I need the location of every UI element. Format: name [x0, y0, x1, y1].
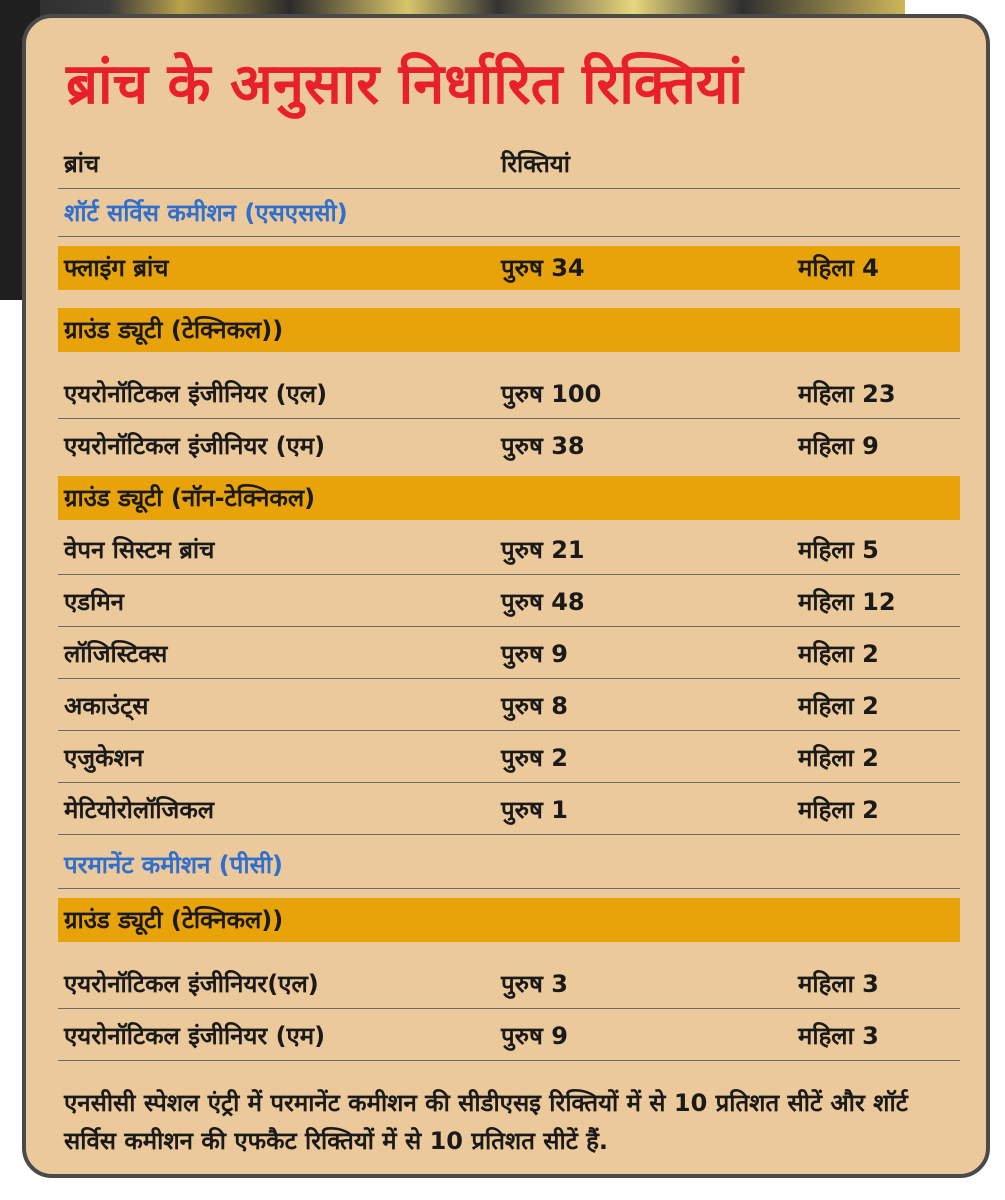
group-ground-duty-technical	[58, 308, 960, 352]
row-male-count: पुरुष 8	[501, 692, 568, 720]
flying-branch-male: पुरुष 34	[501, 254, 585, 282]
row-male-count: पुरुष 38	[501, 432, 585, 460]
group-flying	[58, 246, 960, 290]
row-male-count: पुरुष 3	[501, 970, 568, 998]
row-male-count: पुरुष 1	[501, 796, 568, 824]
row-female-count: महिला 2	[798, 692, 879, 720]
row-male-count: पुरुष 48	[501, 588, 585, 616]
row-female-count: महिला 3	[798, 970, 879, 998]
row-branch-name: एयरोनॉटिकल इंजीनियर (एम)	[64, 432, 326, 460]
row-branch-name: मेटियोरोलॉजिकल	[64, 796, 215, 824]
flying-branch-female: महिला 4	[798, 254, 879, 282]
row-branch-name: एयरोनॉटिकल इंजीनियर (एल)	[64, 380, 328, 408]
row-male-count: पुरुष 100	[501, 380, 602, 408]
row-female-count: महिला 2	[798, 744, 879, 772]
row-branch-name: एजुकेशन	[64, 744, 144, 772]
page-title: ब्रांच के अनुसार निर्धारित रिक्तियां	[66, 52, 743, 117]
group-ground-duty-technical-pc	[58, 898, 960, 942]
table-row	[58, 684, 960, 731]
ground-duty-technical-pc-label: ग्राउंड ड्यूटी (टेक्निकल))	[64, 906, 284, 934]
section-pc	[58, 844, 960, 889]
header-vacancies: रिक्तियां	[501, 150, 570, 178]
row-female-count: महिला 2	[798, 640, 879, 668]
table-row	[58, 736, 960, 783]
row-branch-name: वेपन सिस्टम ब्रांच	[64, 536, 215, 564]
row-branch-name: एयरोनॉटिकल इंजीनियर(एल)	[64, 970, 319, 998]
footnote: एनसीसी स्पेशल एंट्री में परमानेंट कमीशन की सीडीएसइ रिक्तियों में से 10 प्रतिशत सीटें और शॉर्ट सर्विस कमीशन की एफकैट रिक्तियों में से 10 प्रतिशत सीटें हैं.	[64, 1089, 908, 1155]
section-pc-label: परमानेंट कमीशन (पीसी)	[64, 851, 284, 879]
row-female-count: महिला 23	[798, 380, 896, 408]
row-male-count: पुरुष 21	[501, 536, 585, 564]
row-female-count: महिला 12	[798, 588, 896, 616]
table-row	[58, 580, 960, 627]
table-row	[58, 1014, 960, 1061]
row-female-count: महिला 9	[798, 432, 879, 460]
row-male-count: पुरुष 2	[501, 744, 568, 772]
table-row	[58, 528, 960, 575]
row-female-count: महिला 2	[798, 796, 879, 824]
row-male-count: पुरुष 9	[501, 1022, 568, 1050]
table-row	[58, 372, 960, 419]
row-female-count: महिला 5	[798, 536, 879, 564]
row-male-count: पुरुष 9	[501, 640, 568, 668]
row-branch-name: एडमिन	[64, 588, 124, 616]
row-branch-name: लॉजिस्टिक्स	[64, 640, 168, 668]
ground-duty-non-technical-label: ग्राउंड ड्यूटी (नॉन-टेक्निकल)	[64, 484, 316, 512]
header-branch: ब्रांच	[64, 150, 100, 178]
group-ground-duty-non-technical	[58, 476, 960, 520]
flying-branch-name: फ्लाइंग ब्रांच	[64, 254, 169, 282]
section-ssc-label: शॉर्ट सर्विस कमीशन (एसएससी)	[64, 199, 348, 227]
table-row	[58, 632, 960, 679]
ground-duty-technical-label: ग्राउंड ड्यूटी (टेक्निकल))	[64, 316, 284, 344]
row-branch-name: अकाउंट्स	[64, 692, 149, 720]
table-row	[58, 424, 960, 470]
table-header	[58, 142, 960, 189]
table-row	[58, 788, 960, 835]
row-branch-name: एयरोनॉटिकल इंजीनियर (एम)	[64, 1022, 326, 1050]
section-ssc	[58, 192, 960, 237]
table-row	[58, 962, 960, 1009]
row-female-count: महिला 3	[798, 1022, 879, 1050]
vacancy-card	[22, 14, 990, 1178]
